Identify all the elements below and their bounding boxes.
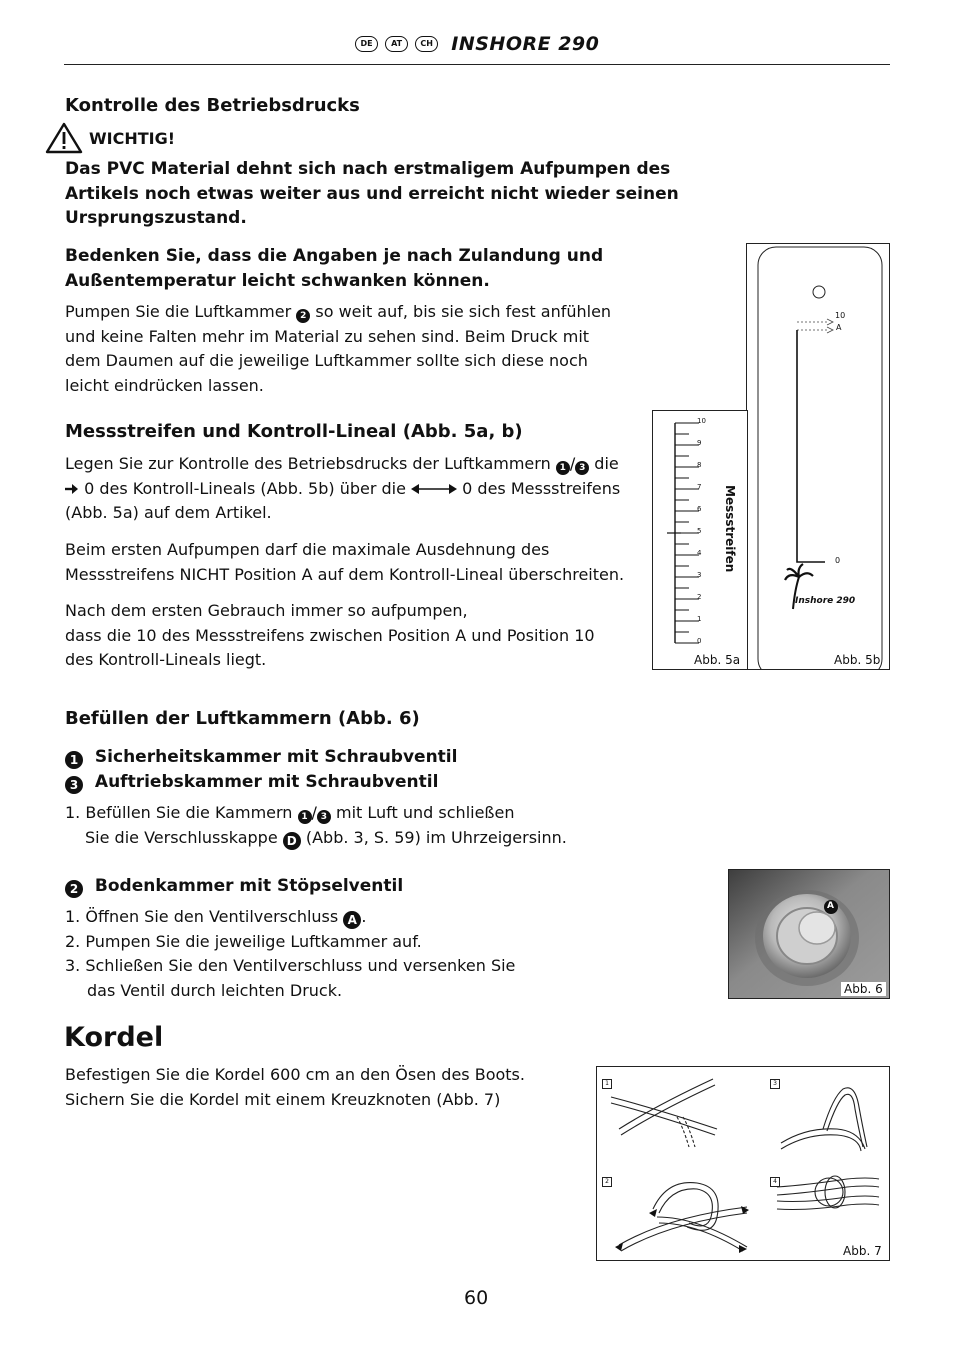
double-arrow-icon (411, 483, 457, 495)
note-text: Bedenken Sie, dass die Angaben je nach Zulandung und Außentemperatur leicht schwanken können. (65, 246, 604, 291)
caption-abb-6: Abb. 6 (841, 982, 886, 996)
country-badge-at: AT (385, 36, 408, 52)
chamber-item-1: 1 Sicherheitskammer mit Schraubventil (65, 745, 457, 770)
country-badge-de: DE (355, 36, 378, 52)
section-title-betriebsdruck: Kontrolle des Betriebsdrucks (65, 95, 360, 116)
messstreifen-para-1: Legen Sie zur Kontrolle des Betriebsdrucks der Luftkammern 1 / 3 die 0 des Kontroll-Lineals (Abb. 5b) über die 0 des Messstreifens (Abb. 5a) auf dem Artikel. (65, 454, 621, 522)
valve-steps: 1. Öffnen Sie den Ventilverschluss A . 2. Pumpen Sie die jeweilige Luftkammer auf. 3. Schließen Sie den Ventilverschluss und versenken Sie das Ventil durch leichten Druck. (65, 907, 516, 1000)
chamber-number-3: 3 (65, 776, 83, 794)
chamber-number-1: 1 (298, 810, 312, 824)
header-divider (64, 64, 890, 65)
strip-scale-label: 6 (697, 505, 702, 513)
product-name: INSHORE 290 (451, 33, 600, 55)
warning-row (45, 122, 175, 154)
strip-scale-label: 5 (697, 527, 702, 535)
ruler-logo-text: Inshore 290 (795, 596, 856, 606)
chamber-number-1: 1 (65, 751, 83, 769)
pump-instruction: Pumpen Sie die Luftkammer 2 so weit auf, bis sie sich fest anfühlen und keine Falten mehr im Material zu sehen sind. Beim Druck mit dem Daumen auf die jeweilige Luftkammer sollte sich diese noch leicht eindrücken lassen. (65, 302, 612, 395)
messstreifen-para-2: Beim ersten Aufpumpen darf die maximale Ausdehnung des Messstreifens NICHT Position A auf dem Kontroll-Lineal überschreiten. (65, 540, 625, 584)
chamber-number-2: 2 (65, 880, 83, 898)
knot-step-3: 3 (770, 1079, 780, 1089)
strip-scale-label: 10 (697, 417, 706, 425)
ruler-label-10: 10 (835, 311, 846, 320)
strip-scale-label: 8 (697, 461, 702, 469)
strip-scale-label: 1 (697, 615, 702, 623)
ruler-label-a: A (836, 323, 842, 332)
chamber-number-3: 3 (317, 810, 331, 824)
messstreifen-label: Messstreifen (723, 485, 737, 573)
chamber-number-3: 3 (575, 461, 589, 475)
figure-7-knot (596, 1066, 890, 1261)
kordel-text: Befestigen Sie die Kordel 600 cm an den Ösen des Boots. Sichern Sie die Kordel mit einem Kreuzknoten (Abb. 7) (65, 1065, 525, 1109)
section-title-befuellen: Befüllen der Luftkammern (Abb. 6) (65, 708, 420, 729)
page-number: 60 (464, 1287, 489, 1309)
strip-scale-label: 0 (697, 637, 702, 645)
chamber-number-2: 2 (296, 309, 310, 323)
caption-abb-5b: Abb. 5b (834, 653, 881, 667)
photo-label-a: A (827, 901, 834, 911)
fill-step-1: 1. Befüllen Sie die Kammern 1 / 3 mit Luft und schließen Sie die Verschlusskappe D (Abb. 3, S. 59) im Uhrzeigersinn. (65, 801, 625, 850)
chamber-number-1: 1 (556, 461, 570, 475)
valve-letter-a: A (343, 911, 361, 929)
strip-scale-label: 9 (697, 439, 702, 447)
section-title-kordel: Kordel (64, 1022, 164, 1053)
strip-scale-label: 7 (697, 483, 702, 491)
chamber-item-2: 2 Bodenkammer mit Stöpselventil (65, 874, 403, 899)
strip-scale-label: 2 (697, 593, 702, 601)
knot-step-2: 2 (602, 1177, 612, 1187)
warning-text: Das PVC Material dehnt sich nach erstmaligem Aufpumpen des Artikels noch etwas weiter aus und erreicht nicht wieder seinen Ursprungszustand. (65, 159, 679, 228)
arrow-right-icon (65, 483, 79, 495)
figure-5b-ruler (746, 243, 890, 670)
figure-6-valve-photo (728, 869, 890, 999)
figure-5a-messstreifen (652, 410, 748, 670)
caption-abb-5a: Abb. 5a (694, 653, 741, 667)
country-badge-ch: CH (415, 36, 438, 52)
knot-step-4: 4 (770, 1177, 780, 1187)
caption-abb-7: Abb. 7 (843, 1244, 882, 1258)
page-header (355, 33, 599, 55)
strip-scale-label: 3 (697, 571, 702, 579)
ruler-label-0: 0 (835, 556, 841, 565)
warning-label: WICHTIG! (89, 128, 176, 148)
cap-letter-d: D (283, 832, 301, 850)
section-title-messstreifen: Messstreifen und Kontroll-Lineal (Abb. 5a, b) (65, 421, 523, 442)
chamber-item-3: 3 Auftriebskammer mit Schraubventil (65, 770, 438, 795)
strip-scale-label: 4 (697, 549, 702, 557)
knot-step-1: 1 (602, 1079, 612, 1089)
warning-icon (45, 122, 83, 154)
messstreifen-para-3: Nach dem ersten Gebrauch immer so aufpumpen, dass die 10 des Messstreifens zwischen Position A und Position 10 des Kontroll-Lineals liegt. (65, 601, 595, 669)
